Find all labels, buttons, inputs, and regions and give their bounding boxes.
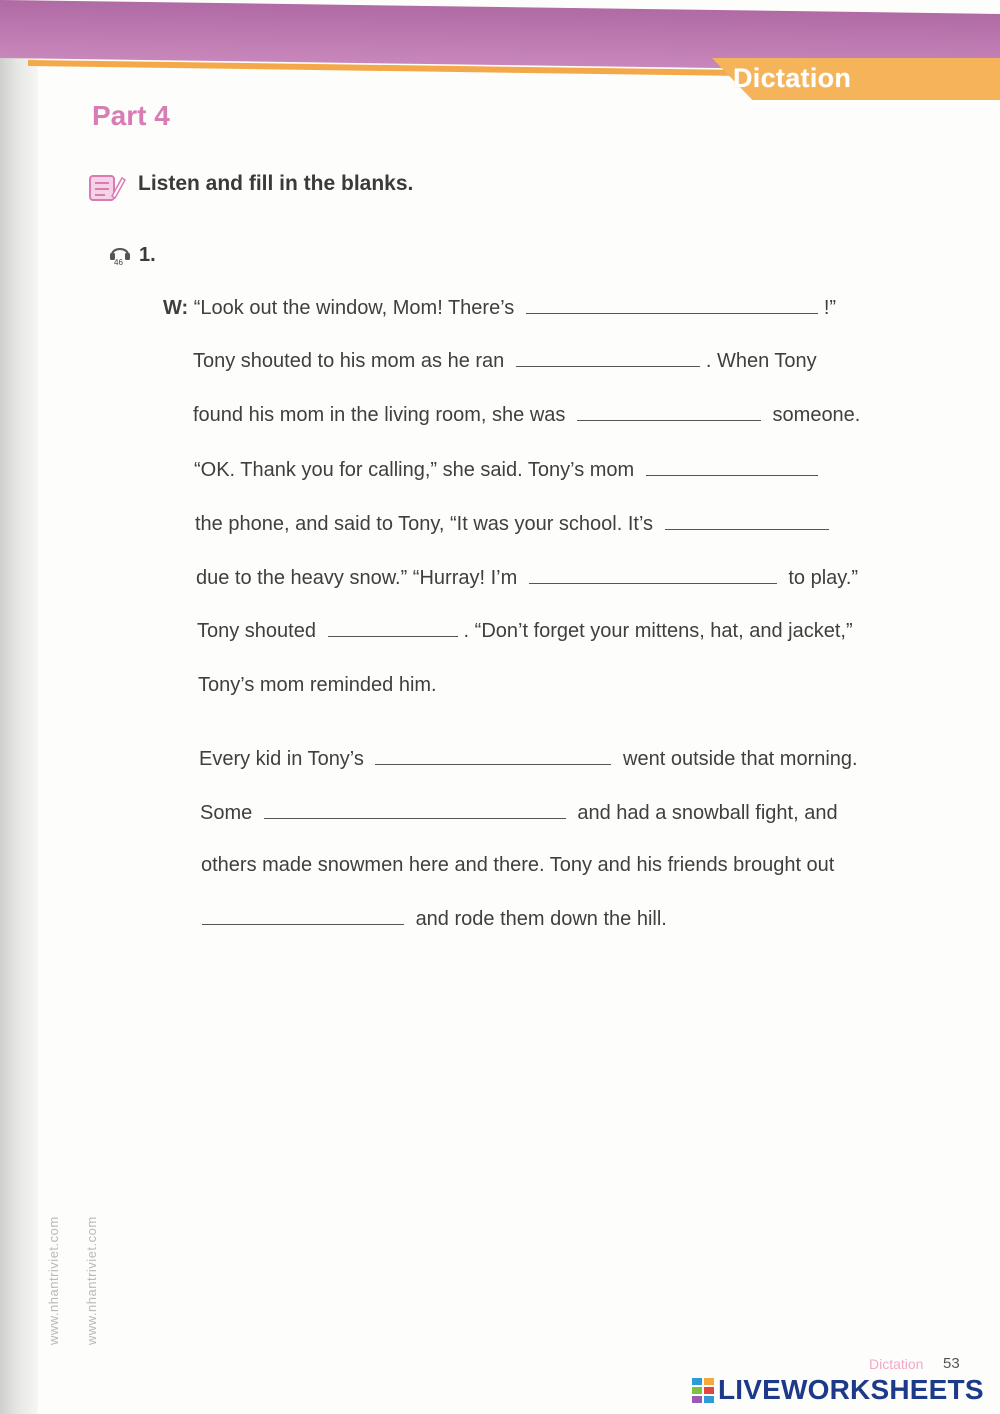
answer-blank[interactable] [202, 906, 404, 925]
book-spine-shadow [0, 0, 38, 1414]
passage-line [196, 565, 858, 590]
passage-text: “Look out the window, Mom! There’s [193, 297, 515, 319]
pencil-paper-icon [86, 170, 126, 209]
passage-text: . When Tony [705, 350, 817, 372]
answer-blank[interactable] [646, 457, 818, 476]
item-number: 1. [139, 244, 156, 266]
passage-text: Some [200, 802, 253, 824]
passage-line [198, 673, 437, 697]
answer-blank[interactable] [264, 800, 566, 819]
passage-line [163, 295, 836, 320]
page-number: 53 [943, 1355, 960, 1372]
part-title: Part 4 [92, 100, 170, 131]
passage-line [195, 511, 835, 536]
passage-text: and had a snowball fight, and [577, 802, 838, 824]
passage-line [193, 348, 817, 373]
passage-text: !” [823, 297, 837, 319]
answer-blank[interactable] [375, 746, 611, 765]
answer-blank[interactable] [577, 402, 761, 421]
footer-section-label: Dictation [869, 1356, 924, 1372]
passage-text: Tony shouted to his mom as he ran [193, 350, 505, 372]
passage-text: the phone, and said to Tony, “It was your school. It’s [195, 513, 654, 535]
passage-text: Tony shouted [197, 620, 316, 642]
passage-text: found his mom in the living room, she was [193, 404, 566, 426]
liveworksheets-brand[interactable]: LIVEWORKSHEETS [718, 1374, 984, 1405]
answer-blank[interactable] [328, 618, 458, 637]
passage-line [193, 402, 860, 427]
instruction-text: Listen and fill in the blanks. [138, 172, 414, 195]
passage-line [197, 618, 853, 643]
passage-line [199, 746, 858, 771]
track-number: 46 [114, 258, 123, 267]
passage-text: someone. [772, 404, 861, 426]
answer-blank[interactable] [665, 511, 829, 530]
passage-text: went outside that morning. [623, 748, 858, 770]
passage-line [200, 800, 838, 825]
passage-text: “OK. Thank you for calling,” she said. Tony’s mom [194, 459, 635, 481]
answer-blank[interactable] [516, 348, 700, 367]
passage-text: due to the heavy snow.” “Hurray! I’m [196, 567, 518, 589]
passage-text: and rode them down the hill. [415, 908, 667, 930]
watermark-text: www.nhantriviet.com [84, 1216, 99, 1345]
passage-line [194, 457, 824, 482]
passage-text: to play.” [788, 567, 859, 589]
passage-text: others made snowmen here and there. Tony and his friends brought out [201, 854, 835, 876]
liveworksheets-logo-icon [692, 1378, 716, 1409]
answer-blank[interactable] [529, 565, 777, 584]
passage-text: Tony’s mom reminded him. [198, 674, 437, 696]
passage-text: Every kid in Tony’s [199, 748, 364, 770]
watermark-text: www.nhantriviet.com [46, 1216, 61, 1345]
passage-line [196, 906, 667, 931]
passage-line [201, 853, 834, 877]
passage-text: . “Don’t forget your mittens, hat, and jacket,” [463, 620, 853, 642]
speaker-label: W: [163, 297, 189, 319]
section-tab-label: Dictation [733, 63, 852, 93]
answer-blank[interactable] [526, 295, 818, 314]
